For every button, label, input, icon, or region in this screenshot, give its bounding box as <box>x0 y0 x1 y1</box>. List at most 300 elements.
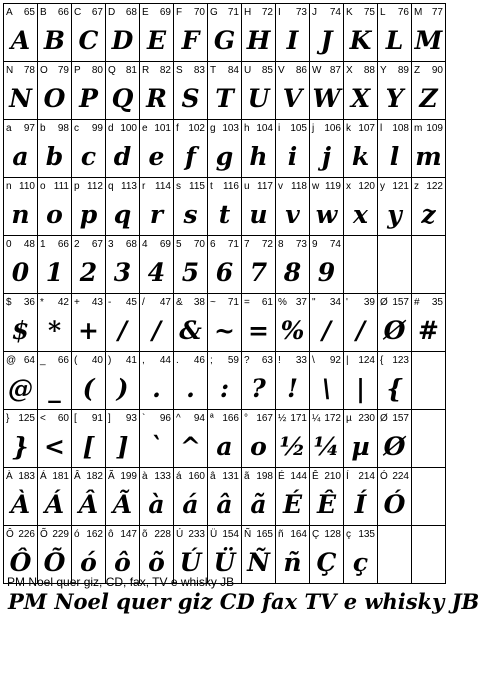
glyph-sample: ` <box>150 432 163 461</box>
glyph-sample: 4 <box>147 258 166 287</box>
glyph-cell <box>378 352 412 410</box>
empty-cell <box>378 526 412 584</box>
glyph-label <box>210 354 239 367</box>
glyph-row <box>4 120 446 178</box>
glyph-cell <box>276 526 310 584</box>
glyph-cell <box>4 120 38 178</box>
glyph-sample: N <box>9 84 32 113</box>
glyph-char: J <box>312 7 317 18</box>
glyph-cell <box>310 410 344 468</box>
glyph-code: 64 <box>23 355 35 366</box>
glyph-label <box>108 528 137 541</box>
glyph-label <box>312 528 341 541</box>
glyph-label <box>346 412 375 425</box>
glyph-cell <box>378 468 412 526</box>
glyph-char: Ç <box>312 529 320 540</box>
glyph-code: 96 <box>159 413 171 424</box>
glyph-label <box>346 122 375 135</box>
glyph-char: . <box>176 355 179 366</box>
glyph-code: 72 <box>261 7 273 18</box>
glyph-label <box>210 122 239 135</box>
glyph-char: K <box>346 7 353 18</box>
glyph-code: 119 <box>325 181 341 192</box>
glyph-code: 99 <box>91 123 103 134</box>
glyph-char: C <box>74 7 82 18</box>
glyph-cell <box>344 120 378 178</box>
glyph-char: 3 <box>108 239 114 250</box>
glyph-sample: V <box>282 84 303 113</box>
glyph-sample: x <box>353 200 368 229</box>
glyph-label <box>210 296 239 309</box>
glyph-sample: B <box>43 26 66 55</box>
glyph-char: 7 <box>244 239 250 250</box>
glyph-code: 67 <box>91 239 103 250</box>
glyph-sample: # <box>418 316 439 345</box>
glyph-label <box>176 238 205 251</box>
glyph-label <box>244 296 273 309</box>
glyph-cell <box>140 236 174 294</box>
glyph-sample: . <box>186 374 195 403</box>
glyph-cell <box>4 410 38 468</box>
glyph-cell <box>378 62 412 120</box>
glyph-sample: S <box>181 84 200 113</box>
glyph-char: Ú <box>176 529 184 540</box>
glyph-code: 83 <box>193 65 205 76</box>
glyph-code: 114 <box>155 181 171 192</box>
glyph-char: } <box>6 413 10 424</box>
glyph-char: Ø <box>380 297 388 308</box>
glyph-char: - <box>108 297 112 308</box>
glyph-char: á <box>176 471 182 482</box>
glyph-code: 157 <box>392 413 409 424</box>
glyph-cell <box>174 178 208 236</box>
glyph-sample: * <box>47 316 62 345</box>
glyph-label <box>244 354 273 367</box>
glyph-label <box>176 122 205 135</box>
glyph-sample: ( <box>82 374 95 403</box>
glyph-sample: u <box>249 200 268 229</box>
glyph-code: 69 <box>159 7 171 18</box>
glyph-code: 166 <box>222 413 239 424</box>
glyph-sample: 8 <box>283 258 302 287</box>
glyph-code: 34 <box>329 297 341 308</box>
glyph-code: 89 <box>397 65 409 76</box>
sample-caption: PM Noel quer giz, CD, fax, TV e whisky JB <box>7 575 235 589</box>
glyph-char: d <box>108 123 114 134</box>
glyph-code: 42 <box>57 297 69 308</box>
glyph-cell <box>174 468 208 526</box>
glyph-code: 70 <box>193 7 205 18</box>
glyph-char: b <box>40 123 46 134</box>
empty-cell <box>412 468 446 526</box>
glyph-code: 86 <box>295 65 307 76</box>
glyph-char: Ñ <box>244 529 252 540</box>
glyph-cell <box>208 178 242 236</box>
glyph-sample: µ <box>351 432 370 461</box>
glyph-sample: É <box>282 490 303 519</box>
glyph-char: h <box>244 123 250 134</box>
glyph-sample: H <box>246 26 271 55</box>
glyph-sample: Ñ <box>247 548 270 577</box>
glyph-sample: I <box>286 26 299 55</box>
glyph-cell <box>310 526 344 584</box>
glyph-cell <box>276 178 310 236</box>
glyph-cell <box>208 468 242 526</box>
glyph-sample: % <box>280 316 305 345</box>
glyph-sample: Ü <box>213 548 236 577</box>
glyph-char: ¼ <box>312 413 321 424</box>
glyph-code: 94 <box>193 413 205 424</box>
glyph-label <box>142 470 171 483</box>
glyph-char: P <box>74 65 81 76</box>
glyph-cell <box>140 294 174 352</box>
glyph-code: 33 <box>295 355 307 366</box>
glyph-sample: Y <box>385 84 404 113</box>
glyph-sample: Á <box>44 490 65 519</box>
glyph-char: ) <box>108 355 112 366</box>
glyph-sample: w <box>315 200 338 229</box>
glyph-code: 37 <box>295 297 307 308</box>
glyph-code: 77 <box>431 7 443 18</box>
glyph-char: o <box>40 181 46 192</box>
glyph-code: 115 <box>189 181 205 192</box>
glyph-cell <box>242 352 276 410</box>
glyph-cell <box>412 4 446 62</box>
glyph-char: 2 <box>74 239 80 250</box>
glyph-char: = <box>244 297 250 308</box>
glyph-sample: h <box>249 142 268 171</box>
glyph-label <box>244 180 273 193</box>
glyph-label <box>6 6 35 19</box>
glyph-sample: À <box>10 490 31 519</box>
glyph-char: 9 <box>312 239 318 250</box>
glyph-char: k <box>346 123 351 134</box>
glyph-sample: A <box>10 26 31 55</box>
glyph-code: 66 <box>57 7 69 18</box>
glyph-char: x <box>346 181 351 192</box>
glyph-label <box>176 180 205 193</box>
glyph-cell <box>208 4 242 62</box>
glyph-char: t <box>210 181 213 192</box>
glyph-cell <box>378 120 412 178</box>
glyph-code: 38 <box>193 297 205 308</box>
glyph-sample: ó <box>80 548 97 577</box>
glyph-sample: s <box>183 200 198 229</box>
glyph-code: 109 <box>426 123 443 134</box>
glyph-label <box>210 64 239 77</box>
glyph-code: 41 <box>125 355 137 366</box>
glyph-cell <box>242 236 276 294</box>
glyph-char: Ü <box>210 529 218 540</box>
glyph-char: S <box>176 65 183 76</box>
glyph-label <box>210 6 239 19</box>
glyph-char: ½ <box>278 413 287 424</box>
glyph-label <box>278 470 307 483</box>
glyph-sample: T <box>215 84 234 113</box>
glyph-code: 110 <box>19 181 35 192</box>
glyph-code: 87 <box>329 65 341 76</box>
glyph-sample: à <box>148 490 165 519</box>
glyph-cell <box>38 468 72 526</box>
glyph-sample: / <box>117 316 128 345</box>
glyph-cell <box>72 62 106 120</box>
glyph-code: 183 <box>18 471 35 482</box>
glyph-char: f <box>176 123 179 134</box>
empty-cell <box>344 236 378 294</box>
glyph-sample: [ <box>82 432 95 461</box>
glyph-label <box>142 64 171 77</box>
glyph-cell <box>276 468 310 526</box>
glyph-sample: ? <box>251 374 266 403</box>
glyph-char: * <box>40 297 44 308</box>
glyph-char: ~ <box>210 297 216 308</box>
glyph-sample: + <box>78 316 99 345</box>
glyph-grid <box>3 3 446 584</box>
glyph-code: 198 <box>256 471 273 482</box>
glyph-cell <box>38 294 72 352</box>
glyph-label <box>74 528 103 541</box>
glyph-char: # <box>414 297 420 308</box>
glyph-code: 224 <box>392 471 409 482</box>
glyph-sample: Í <box>354 490 367 519</box>
glyph-code: 104 <box>256 123 273 134</box>
glyph-sample: ô <box>114 548 131 577</box>
glyph-code: 46 <box>193 355 205 366</box>
glyph-code: 48 <box>23 239 35 250</box>
glyph-sample: n <box>11 200 30 229</box>
glyph-sample: v <box>285 200 300 229</box>
glyph-char: F <box>176 7 183 18</box>
glyph-label <box>40 412 69 425</box>
glyph-cell <box>174 62 208 120</box>
glyph-code: 97 <box>23 123 35 134</box>
glyph-cell <box>38 410 72 468</box>
glyph-sample: = <box>248 316 269 345</box>
glyph-sample: U <box>247 84 270 113</box>
glyph-char: É <box>278 471 285 482</box>
glyph-cell <box>140 4 174 62</box>
glyph-sample: o <box>46 200 63 229</box>
glyph-code: 233 <box>188 529 205 540</box>
glyph-char: Ø <box>380 413 388 424</box>
glyph-code: 70 <box>193 239 205 250</box>
glyph-sample: Ó <box>383 490 406 519</box>
glyph-sample: ! <box>287 374 298 403</box>
glyph-char: _ <box>40 355 46 366</box>
glyph-char: Ã <box>108 471 115 482</box>
glyph-char: v <box>278 181 283 192</box>
glyph-sample: L <box>385 26 404 55</box>
glyph-sample: & <box>179 316 202 345</box>
glyph-label <box>108 122 137 135</box>
glyph-label <box>6 412 35 425</box>
glyph-cell <box>140 62 174 120</box>
glyph-cell <box>4 294 38 352</box>
glyph-code: 133 <box>154 471 171 482</box>
glyph-label <box>108 64 137 77</box>
glyph-sample: ¼ <box>313 432 340 461</box>
glyph-code: 226 <box>18 529 35 540</box>
glyph-char: Ô <box>6 529 14 540</box>
glyph-code: 45 <box>125 297 137 308</box>
glyph-code: 69 <box>159 239 171 250</box>
glyph-sample: Ø <box>383 432 406 461</box>
glyph-char: Q <box>108 65 116 76</box>
glyph-cell <box>208 410 242 468</box>
glyph-sample: ] <box>116 432 129 461</box>
glyph-code: 162 <box>86 529 103 540</box>
glyph-cell <box>106 294 140 352</box>
glyph-code: 122 <box>426 181 443 192</box>
glyph-label <box>312 470 341 483</box>
glyph-label <box>312 64 341 77</box>
glyph-sample: ç <box>352 548 369 577</box>
glyph-cell <box>276 410 310 468</box>
glyph-char: / <box>142 297 145 308</box>
glyph-char: m <box>414 123 423 134</box>
glyph-cell <box>310 236 344 294</box>
glyph-label <box>142 354 171 367</box>
glyph-label <box>278 6 307 19</box>
glyph-label <box>380 6 409 19</box>
glyph-cell <box>344 294 378 352</box>
glyph-label <box>40 296 69 309</box>
glyph-code: 88 <box>363 65 375 76</box>
glyph-sample: @ <box>8 374 33 403</box>
glyph-char: c <box>74 123 79 134</box>
glyph-char: , <box>142 355 145 366</box>
glyph-cell <box>208 294 242 352</box>
glyph-char: H <box>244 7 252 18</box>
glyph-label <box>244 6 273 19</box>
glyph-sample: < <box>44 432 65 461</box>
glyph-cell <box>4 4 38 62</box>
glyph-cell <box>378 178 412 236</box>
empty-cell <box>412 352 446 410</box>
glyph-code: 181 <box>52 471 69 482</box>
glyph-cell <box>72 468 106 526</box>
glyph-sample: E <box>146 26 167 55</box>
glyph-label <box>312 6 341 19</box>
glyph-code: 113 <box>121 181 137 192</box>
glyph-char: D <box>108 7 116 18</box>
glyph-cell <box>276 294 310 352</box>
glyph-cell <box>140 178 174 236</box>
glyph-label <box>40 122 69 135</box>
glyph-char: â <box>210 471 216 482</box>
glyph-char: G <box>210 7 218 18</box>
sample-script: PM Noel quer giz CD fax TV e whisky JB <box>8 589 480 614</box>
glyph-code: 210 <box>324 471 341 482</box>
glyph-code: 171 <box>290 413 307 424</box>
glyph-char: & <box>176 297 183 308</box>
glyph-sample: Ê <box>316 490 337 519</box>
glyph-char: ã <box>244 471 250 482</box>
glyph-sample: q <box>113 200 132 229</box>
glyph-cell <box>106 352 140 410</box>
glyph-sample: D <box>111 26 134 55</box>
glyph-code: 144 <box>290 471 307 482</box>
glyph-char: ª <box>210 413 214 424</box>
glyph-label <box>176 64 205 77</box>
glyph-label <box>6 180 35 193</box>
empty-cell <box>412 236 446 294</box>
glyph-code: 61 <box>261 297 273 308</box>
glyph-sample: | <box>355 374 366 403</box>
glyph-label <box>74 412 103 425</box>
glyph-label <box>142 528 171 541</box>
glyph-cell <box>310 62 344 120</box>
glyph-code: 154 <box>222 529 239 540</box>
glyph-label <box>74 6 103 19</box>
glyph-cell <box>4 468 38 526</box>
glyph-code: 74 <box>329 7 341 18</box>
glyph-cell <box>378 410 412 468</box>
glyph-char: $ <box>6 297 12 308</box>
glyph-sample: r <box>149 200 164 229</box>
glyph-cell <box>140 468 174 526</box>
glyph-char: ° <box>244 413 248 424</box>
glyph-cell <box>412 294 446 352</box>
glyph-char: y <box>380 181 385 192</box>
glyph-char: < <box>40 413 46 424</box>
glyph-row <box>4 236 446 294</box>
glyph-code: 135 <box>358 529 375 540</box>
glyph-code: 123 <box>392 355 409 366</box>
glyph-code: 73 <box>295 239 307 250</box>
glyph-code: 40 <box>91 355 103 366</box>
glyph-cell <box>276 120 310 178</box>
glyph-char: Á <box>40 471 47 482</box>
glyph-sample: ^ <box>180 432 201 461</box>
glyph-label <box>74 122 103 135</box>
glyph-cell <box>106 410 140 468</box>
glyph-cell <box>72 178 106 236</box>
glyph-char: Ê <box>312 471 319 482</box>
glyph-char: ó <box>74 529 80 540</box>
glyph-cell <box>174 120 208 178</box>
glyph-code: 90 <box>431 65 443 76</box>
glyph-label <box>142 412 171 425</box>
glyph-sample: f <box>185 142 196 171</box>
glyph-code: 147 <box>120 529 137 540</box>
glyph-code: 76 <box>397 7 409 18</box>
glyph-cell <box>242 468 276 526</box>
glyph-label <box>312 354 341 367</box>
glyph-cell <box>310 4 344 62</box>
glyph-cell <box>344 4 378 62</box>
glyph-label <box>40 180 69 193</box>
glyph-label <box>346 64 375 77</box>
glyph-sample: R <box>146 84 167 113</box>
glyph-cell <box>344 526 378 584</box>
glyph-char: ` <box>142 413 146 424</box>
glyph-char: [ <box>74 413 77 424</box>
glyph-code: 117 <box>257 181 273 192</box>
glyph-cell <box>208 120 242 178</box>
glyph-code: 43 <box>91 297 103 308</box>
glyph-char: l <box>380 123 383 134</box>
glyph-sample: á <box>182 490 199 519</box>
glyph-label <box>244 122 273 135</box>
glyph-sample: \ <box>321 374 332 403</box>
glyph-char: ' <box>346 297 348 308</box>
glyph-code: 111 <box>53 181 69 192</box>
glyph-char: r <box>142 181 146 192</box>
glyph-cell <box>310 178 344 236</box>
glyph-label <box>74 180 103 193</box>
glyph-char: à <box>142 471 148 482</box>
